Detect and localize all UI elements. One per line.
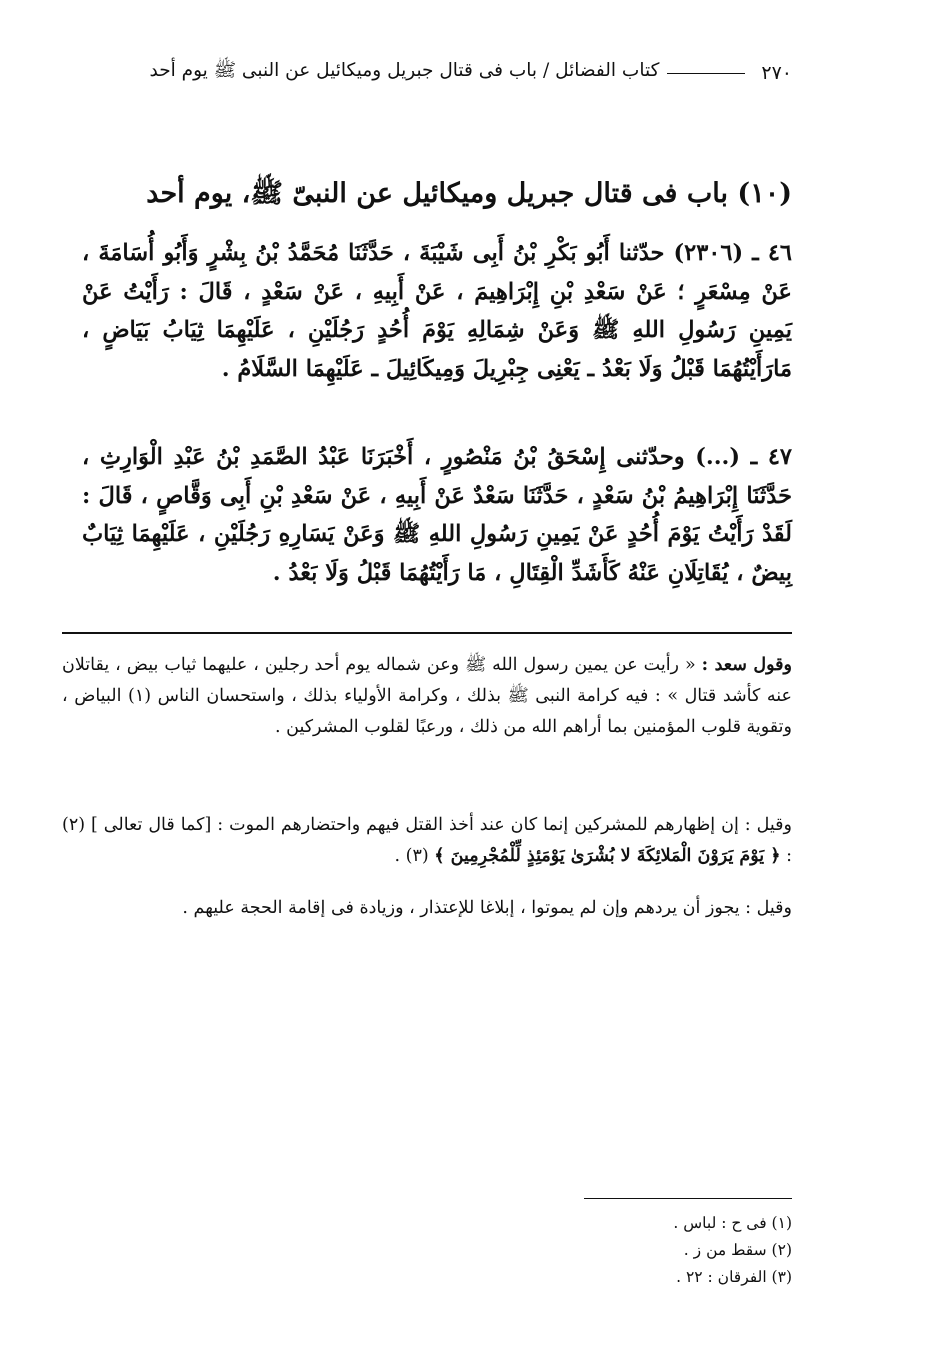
quran-verse: ﴿ يَوْمَ يَرَوْنَ الْمَلائِكَةَ لا بُشْرَىٰ يَوْمَئِذٍ لِّلْمُجْرِمِينَ ﴾ xyxy=(434,846,781,866)
footnote-item: (١) فى ح : لباس . xyxy=(673,1214,792,1232)
commentary-paragraph-2 xyxy=(62,810,792,872)
footnote-item: (٣) الفرقان : ٢٢ . xyxy=(676,1268,792,1286)
header-rule xyxy=(667,73,745,74)
page-number: ٢٧٠ xyxy=(761,62,792,84)
commentary-paragraph-1 xyxy=(62,650,792,743)
footnote-item: (٢) سقط من ز . xyxy=(683,1241,792,1259)
running-title: كتاب الفضائل / باب فى قتال جبريل وميكائيل عن النبى ﷺ يوم أحد xyxy=(149,60,660,81)
hadith-47: ٤٧ ـ (...) وحدّثنى إِسْحَقُ بْنُ مَنْصُورٍ ، أَخْبَرَنَا عَبْدُ الصَّمَدِ بْنُ عَبْدِ الْوَارِثِ ، حَدَّثَنَا إِبْرَاهِيمُ بْنُ سَعْدٍ ، حَدَّثَنَا سَعْدٌ عَنْ أَبِيهِ ، عَنْ سَعْدِ بْنِ أَبِى وَقَّاصٍ ، قَالَ : لَقَدْ رَأَيْتُ يَوْمَ أُحُدٍ عَنْ يَمِينِ رَسُولِ اللهِ ﷺ وَعَنْ يَسَارِهِ رَجُلَيْنِ ، عَلَيْهِمَا ثِيَابٌ بِيضٌ ، يُقَاتِلَانِ عَنْهُ كَأَشَدِّ الْقِتَالِ ، مَا رَأَيْتُهُمَا قَبْلُ وَلَا بَعْدُ . xyxy=(82,444,792,586)
footnote-divider xyxy=(584,1198,792,1199)
hadith-46: ٤٦ ـ (٢٣٠٦) حدّثنا أَبُو بَكْرِ بْنُ أَبِى شَيْبَةَ ، حَدَّثَنَا مُحَمَّدُ بْنُ بِشْرٍ وَأَبُو أُسَامَةَ ، عَنْ مِسْعَرٍ ؛ عَنْ سَعْدِ بْنِ إِبْرَاهِيمَ ، عَنْ أَبِيهِ ، عَنْ سَعْدٍ ، قَالَ : رَأَيْتُ عَنْ يَمِينِ رَسُولِ اللهِ ﷺ وَعَنْ شِمَالِهِ يَوْمَ أُحُدٍ رَجُلَيْنِ ، عَلَيْهِمَا ثِيَابُ بَيَاضٍ ، مَارَأَيْتُهُمَا قَبْلُ وَلَا بَعْدُ ـ يَعْنِى جِبْرِيلَ وَمِيكَائِيلَ ـ عَلَيْهِمَا السَّلَامُ . xyxy=(82,240,792,382)
running-header xyxy=(40,56,792,90)
commentary-text-2: وقيل : إن إظهارهم للمشركين إنما كان عند أخذ القتل فيهم واحتضارهم الموت : [كما قال تعالى ] (٢) : xyxy=(62,815,792,866)
chapter-title: (١٠) باب فى قتال جبريل وميكائيل عن النبىّ ﷺ، يوم أحد xyxy=(146,178,792,209)
commentary-paragraph-3: وقيل : يجوز أن يردهم وإن لم يموتوا ، إبلاغا للإعتذار ، وزيادة فى إقامة الحجة عليهم . xyxy=(182,898,792,918)
commentary-text-2-end: (٣) . xyxy=(394,846,429,866)
commentary-divider xyxy=(62,632,792,634)
commentary-text-1: « رأيت عن يمين رسول الله ﷺ وعن شماله يوم أحد رجلين ، عليهما ثياب بيض ، يقاتلان عنه كأشد قتال » : فيه كرامة النبى ﷺ بذلك ، وكرامة الأولياء بذلك ، واستحسان الناس (١) البياض ، وتقوية قلوب المؤمنين بما أراهم الله من ذلك ، ورعبًا لقلوب المشركين . xyxy=(62,655,792,737)
footnotes xyxy=(500,1210,792,1291)
commentary-lead: وقول سعد : xyxy=(701,655,792,675)
